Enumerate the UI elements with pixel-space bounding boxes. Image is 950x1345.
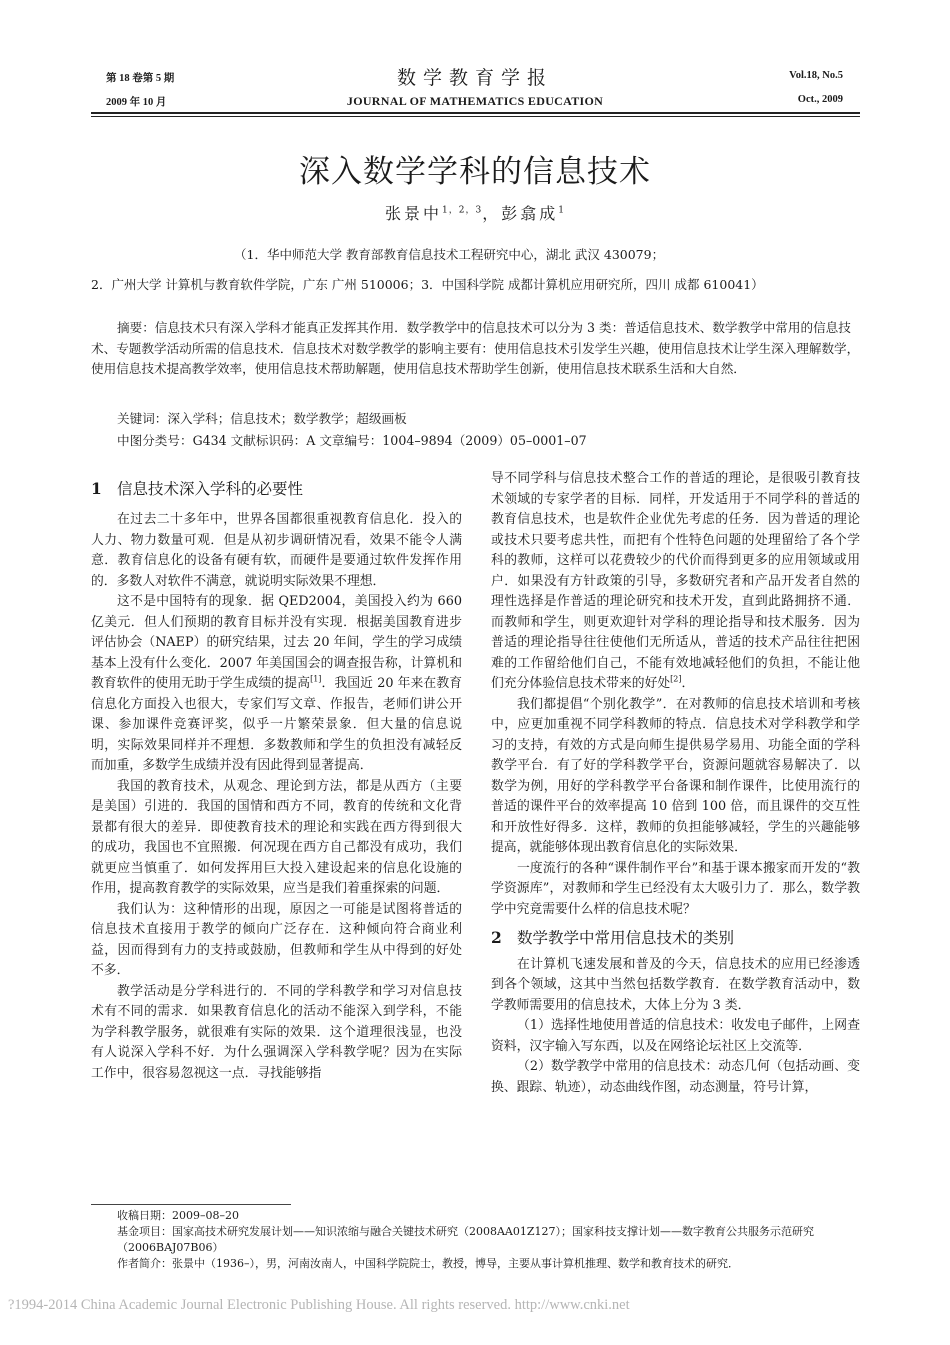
footnote-fund: 基金项目：国家高技术研究发展计划——知识浓缩与融合关键技术研究（2008AA01Z127）；国家科技支撑计划——数字教育公共服务示范研究（2006BAJ07B06） xyxy=(117,1225,815,1254)
section-2-title: 数学教学中常用信息技术的类别 xyxy=(517,929,735,947)
s1-paragraph-1: 在过去二十多年中，世界各国都很重视教育信息化．投入的人力、物力数量可观．但是从初步调研情况看，效果不能令人满意．教育信息化的设备有硬有软，而硬件是要通过软件发挥作用的．多数人对软件不满意，就说明实际效果不理想． xyxy=(91,512,462,589)
authors xyxy=(0,201,950,224)
author-1-affil: 1，2，3 xyxy=(442,205,483,216)
s1-paragraph-5: 教学活动是分学科进行的．不同的学科教学和学习对信息技术有不同的需求．如果教育信息化的活动不能深入到学科，不能为学科教学服务，就很难有实际的效果．这个道理很浅显，也没有人说深入学科不好．为什么强调深入学科教学呢？因为在实际工作中，很容易忽视这一点．寻找能够指 xyxy=(91,983,462,1081)
date-cn: 2009 年 10 月 xyxy=(106,97,167,108)
section-1-title: 信息技术深入学科的必要性 xyxy=(117,480,304,498)
journal-title-en: JOURNAL OF MATHEMATICS EDUCATION xyxy=(346,94,604,108)
author-2-affil: 1 xyxy=(558,205,565,216)
s2-paragraph-1: 在计算机飞速发展和普及的今天，信息技术的应用已经渗透到各个领域，这其中当然包括数学教育．在数学教育活动中，数学教师需要用的信息技术，大体上分为 3 类． xyxy=(491,956,860,1013)
footnotes xyxy=(117,1208,860,1272)
article-title: 深入数学学科的信息技术 xyxy=(299,154,651,190)
footnote-rule xyxy=(91,1204,291,1205)
affiliation-line-2: 2．广州大学 计算机与教育软件学院，广东 广州 510006；3．中国科学院 成都计算机应用研究所，四川 成都 610041） xyxy=(91,277,764,292)
copyright-watermark: ?1994-2014 China Academic Journal Electronic Publishing House. All rights reserved. http://www.cnki.net xyxy=(8,1297,630,1313)
journal-title-cn: 数学教育学报 xyxy=(396,67,553,89)
footnote-received: 收稿日期：2009–08–20 xyxy=(117,1209,239,1222)
header-rule-thick xyxy=(91,112,860,114)
author-2: 彭翕成 xyxy=(501,204,559,223)
s1-paragraph-7: 一度流行的各种“课件制作平台”和基于课本搬家而开发的“教学资源库”，对教师和学生已经没有太大吸引力了．那么，数学教学中究竟需要什么样的信息技术呢？ xyxy=(491,860,860,917)
citation-1[interactable]: [1] xyxy=(310,674,322,684)
affiliation-line-1: （1．华中师范大学 教育部教育信息技术工程研究中心，湖北 武汉 430079； xyxy=(234,247,665,262)
section-1-heading xyxy=(91,477,303,499)
s2-paragraph-3: （2）数学教学中常用的信息技术：动态几何（包括动画、变换、跟踪、轨迹），动态曲线作图，动态测量，符号计算， xyxy=(491,1059,860,1095)
citation-2[interactable]: [2] xyxy=(670,674,682,684)
abstract xyxy=(91,318,860,380)
volume-issue-en: Vol.18, No.5 xyxy=(789,70,843,81)
s1-paragraph-5-continued: 导不同学科与信息技术整合工作的普适的理论，是很吸引教育技术领域的专家学者的目标．同样，开发适用于不同学科的普适的教育信息技术，也是软件企业优先考虑的任务．因为普适的理论或技术只要考虑共性，而把有个性特色问题的处理留给了各个学科的教师，这样可以花费较少的代价而得到更多的应用领域或用户．如果没有方针政策的引导，多数研究者和产品开发者自然的理性选择是作普适的理论研究和技术开发，直到此路拥挤不通．而教师和学生，则更欢迎针对学科的理论指导和技术服务．因为普适的理论指导往往使他们无所适从，普适的技术产品往往把困难的工作留给他们自己，不能有效地减轻他们的负担，不能让他们充分体验信息技术带来的好处[2]． xyxy=(491,471,860,691)
right-column xyxy=(491,469,860,1098)
s1-paragraph-4: 我们认为：这种情形的出现，原因之一可能是试图将普适的信息技术直接用于教学的倾向广泛存在．这种倾向符合商业利益，因而得到有力的支持或鼓励，但教师和学生从中得到的好处不多． xyxy=(91,901,462,978)
author-separator: ， xyxy=(482,204,502,223)
classification: 中图分类号：G434 文献标识码：A 文章编号：1004–9894（2009）05–0001–07 xyxy=(117,433,587,448)
abstract-text: 摘要：信息技术只有深入学科才能真正发挥其作用．数学教学中的信息技术可以分为 3 类：普适信息技术、数学教学中常用的信息技术、专题教学活动所需的信息技术．信息技术对数学教学的影响主要有：使用信息技术引发学生兴趣，使用信息技术让学生深入理解数学，使用信息技术提高教学效率，使用信息技术帮助解题，使用信息技术帮助学生创新，使用信息技术联系生活和大自然． xyxy=(91,320,860,376)
section-1-number: 1 xyxy=(91,479,102,498)
author-1: 张景中 xyxy=(385,204,443,223)
s1-paragraph-6: 我们都提倡“个别化教学”．在对教师的信息技术培训和考核中，应更加重视不同学科教师的特点．信息技术对学科教学和学习的支持，有效的方式是向师生提供易学易用、功能全面的学科教学平台．有了好的学科教学平台，资源问题就容易解决了．以数学为例，用好的学科教学平台备课和制作课件，比使用流行的普适的课件平台的效率提高 10 倍到 100 倍，而且课件的交互性和开放性好得多．这样，教师的负担能够减轻，学生的兴趣能够提高，就能够体现出教育信息化的实际效果． xyxy=(491,696,860,855)
header-rule-thin xyxy=(91,116,860,117)
left-column xyxy=(91,510,462,1084)
section-2-heading xyxy=(491,928,860,949)
s2-paragraph-2: （1）选择性地使用普适的信息技术：收发电子邮件，上网查资料，汉字输入写东西，以及在网络论坛社区上交流等． xyxy=(491,1018,860,1054)
s1-paragraph-3: 我国的教育技术，从观念、理论到方法，都是从西方（主要是美国）引进的．我国的国情和西方不同，教育的传统和文化背景都有很大的差异．即使教育技术的理论和实践在西方得到很大的成功，我国也不宜照搬．何况现在西方自己都没有成功，我们就更应当慎重了．如何发挥用巨大投入建设起来的信息化设施的作用，提高教育教学的实际效果，应当是我们着重探索的问题． xyxy=(91,778,462,896)
footnote-author-bio: 作者简介：张景中（1936–），男，河南汝南人，中国科学院院士，教授，博导，主要从事计算机推理、数学和教育技术的研究． xyxy=(117,1257,739,1270)
section-2-number: 2 xyxy=(491,928,502,947)
s1-paragraph-2: 这不是中国特有的现象．据 QED2004，美国投入约为 660 亿美元．但人们预期的教育目标并没有实现．根据美国教育进步评估协会（NAEP）的研究结果，过去 20 年间，学生的学习成绩基本上没有什么变化．2007 年美国国会的调查报告称，计算机和教育软件的使用无助于学生成绩的提高[1]．我国近 20 年来在教育信息化方面投入也很大，专家们写文章、作报告，老师们讲公开课、参加课件竞赛评奖，似乎一片繁荣景象．但大量的信息说明，实际效果同样并不理想．多数教师和学生的负担没有减轻反而加重，多数学生成绩并没有因此得到显著提高． xyxy=(91,594,463,773)
date-en: Oct., 2009 xyxy=(797,94,843,105)
keywords: 关键词：深入学科；信息技术；数学教学；超级画板 xyxy=(117,411,407,426)
volume-issue-cn: 第 18 卷第 5 期 xyxy=(106,73,175,84)
